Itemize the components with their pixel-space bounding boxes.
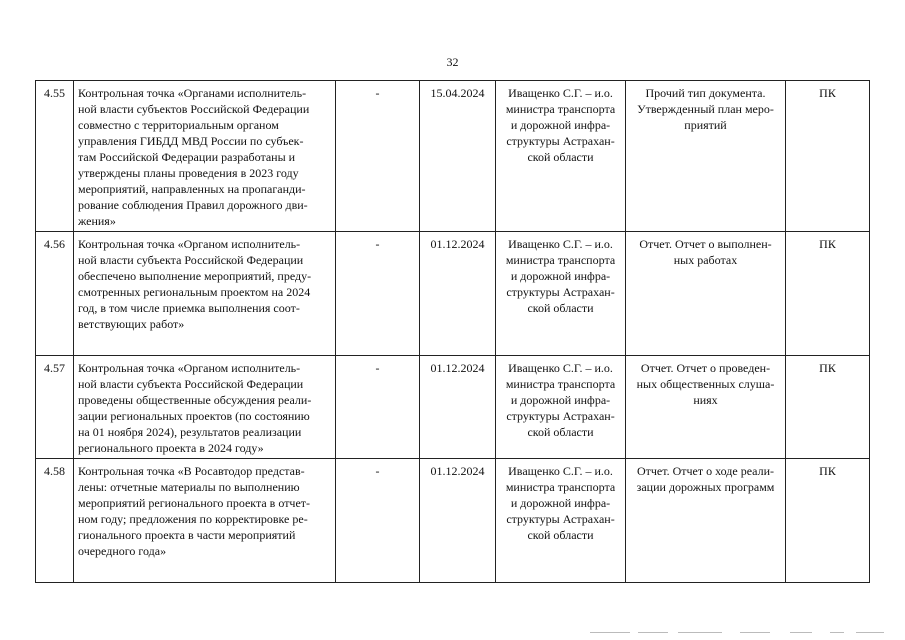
responsible-person-line: Иващенко С.Г. – и.о. xyxy=(508,86,613,100)
document-type-line: Утвержденный план меро- xyxy=(637,102,774,116)
control-point-description-line: мероприятий, направленных на пропаганди- xyxy=(78,182,306,196)
row-number: 4.58 xyxy=(36,459,74,583)
responsible-person-line: министра транспорта xyxy=(505,253,616,267)
base-value-cell: - xyxy=(336,232,420,356)
responsible-person-line: и дорожной инфра- xyxy=(510,496,611,510)
control-point-description-line: обеспечено выполнение мероприятий, преду- xyxy=(78,269,312,283)
responsible-person-line: структуры Астрахан- xyxy=(506,285,615,299)
document-type-line: приятий xyxy=(684,118,727,132)
responsible-person-line: и дорожной инфра- xyxy=(510,393,611,407)
control-point-description-line: жения» xyxy=(78,214,116,228)
table-body xyxy=(36,81,870,583)
control-point-description-line: гионального проекта в части мероприятий xyxy=(78,528,296,542)
responsible-person-line: структуры Астрахан- xyxy=(506,134,615,148)
responsible-person-line: ской области xyxy=(527,528,594,542)
responsible-person-line: ской области xyxy=(527,425,594,439)
control-point-description-line: ной власти субъекта Российской Федерации xyxy=(78,253,304,267)
control-point-description-line: ном году; предложения по корректировке ре- xyxy=(78,512,308,526)
document-type xyxy=(626,81,786,232)
control-level: ПК xyxy=(786,81,870,232)
document-type xyxy=(626,459,786,583)
document-type-line: ных общественных слуша- xyxy=(636,377,775,391)
responsible-person-line: министра транспорта xyxy=(505,480,616,494)
control-point-description-line: ветствующих работ» xyxy=(78,317,185,331)
document-type-line: ниях xyxy=(693,393,718,407)
control-point-description xyxy=(74,232,336,356)
responsible-person-line: структуры Астрахан- xyxy=(506,409,615,423)
responsible-person xyxy=(496,81,626,232)
table-row xyxy=(36,232,870,356)
document-type-line: зации дорожных программ xyxy=(636,480,775,494)
control-point-description-line: год, в том числе приемка выполнения соот- xyxy=(78,301,300,315)
control-point-description xyxy=(74,459,336,583)
control-point-description-line: управления ГИБДД МВД России по субъек- xyxy=(78,134,304,148)
deadline-date: 01.12.2024 xyxy=(420,459,496,583)
responsible-person-line: министра транспорта xyxy=(505,102,616,116)
responsible-person-line: Иващенко С.Г. – и.о. xyxy=(508,361,613,375)
responsible-person-line: ской области xyxy=(527,150,594,164)
document-type xyxy=(626,356,786,459)
control-point-description-line: там Российской Федерации разработаны и xyxy=(78,150,296,164)
control-point-description-line: лены: отчетные материалы по выполнению xyxy=(78,480,300,494)
responsible-person-line: Иващенко С.Г. – и.о. xyxy=(508,237,613,251)
control-point-description-line: очередного года» xyxy=(78,544,167,558)
document-type-line: Отчет. Отчет о проведен- xyxy=(640,361,771,375)
control-point-description-line: рование соблюдения Правил дорожного дви- xyxy=(78,198,308,212)
control-point-description xyxy=(74,356,336,459)
responsible-person-line: структуры Астрахан- xyxy=(506,512,615,526)
document-type-line: Отчет. Отчет о ходе реали- xyxy=(636,464,775,478)
responsible-person-line: и дорожной инфра- xyxy=(510,269,611,283)
responsible-person-line: Иващенко С.Г. – и.о. xyxy=(508,464,613,478)
page-number: 32 xyxy=(446,55,459,69)
control-point-description-line: Контрольная точка «В Росавтодор представ- xyxy=(78,464,305,478)
control-point-description-line: Контрольная точка «Органом исполнитель- xyxy=(78,237,301,251)
document-type-line: ных работах xyxy=(673,253,738,267)
footer-scan-marks xyxy=(590,630,890,636)
control-point-description-line: зации региональных проектов (по состоянию xyxy=(78,409,310,423)
deadline-date: 01.12.2024 xyxy=(420,232,496,356)
control-point-description-line: ной власти субъектов Российской Федерации xyxy=(78,102,310,116)
control-point-description-line: ной власти субъекта Российской Федерации xyxy=(78,377,304,391)
document-type-line: Отчет. Отчет о выполнен- xyxy=(639,237,772,251)
control-point-description-line: Контрольная точка «Органами исполнитель- xyxy=(78,86,307,100)
responsible-person xyxy=(496,459,626,583)
control-level: ПК xyxy=(786,232,870,356)
responsible-person xyxy=(496,356,626,459)
row-number: 4.55 xyxy=(36,81,74,232)
document-type xyxy=(626,232,786,356)
control-point-description-line: смотренных региональным проектом на 2024 xyxy=(78,285,311,299)
responsible-person xyxy=(496,232,626,356)
base-value-cell: - xyxy=(336,459,420,583)
control-point-description-line: Контрольная точка «Органом исполнитель- xyxy=(78,361,301,375)
table-row xyxy=(36,81,870,232)
row-number: 4.57 xyxy=(36,356,74,459)
control-points-table xyxy=(35,80,870,583)
document-type-line: Прочий тип документа. xyxy=(645,86,766,100)
control-level: ПК xyxy=(786,356,870,459)
control-point-description-line: мероприятий регионального проекта в отчет- xyxy=(78,496,311,510)
base-value-cell: - xyxy=(336,356,420,459)
control-point-description-line: регионального проекта в 2024 году» xyxy=(78,441,264,455)
control-level: ПК xyxy=(786,459,870,583)
responsible-person-line: и дорожной инфра- xyxy=(510,118,611,132)
control-point-description-line: на 01 ноября 2024), результатов реализации xyxy=(78,425,302,439)
control-point-description-line: совместно с территориальным органом xyxy=(78,118,279,132)
responsible-person-line: ской области xyxy=(527,301,594,315)
responsible-person-line: министра транспорта xyxy=(505,377,616,391)
base-value-cell: - xyxy=(336,81,420,232)
table-row xyxy=(36,356,870,459)
control-point-description-line: проведены общественные обсуждения реали- xyxy=(78,393,312,407)
deadline-date: 01.12.2024 xyxy=(420,356,496,459)
deadline-date: 15.04.2024 xyxy=(420,81,496,232)
control-point-description xyxy=(74,81,336,232)
table-row xyxy=(36,459,870,583)
control-point-description-line: утверждены планы проведения в 2023 году xyxy=(78,166,299,180)
row-number: 4.56 xyxy=(36,232,74,356)
